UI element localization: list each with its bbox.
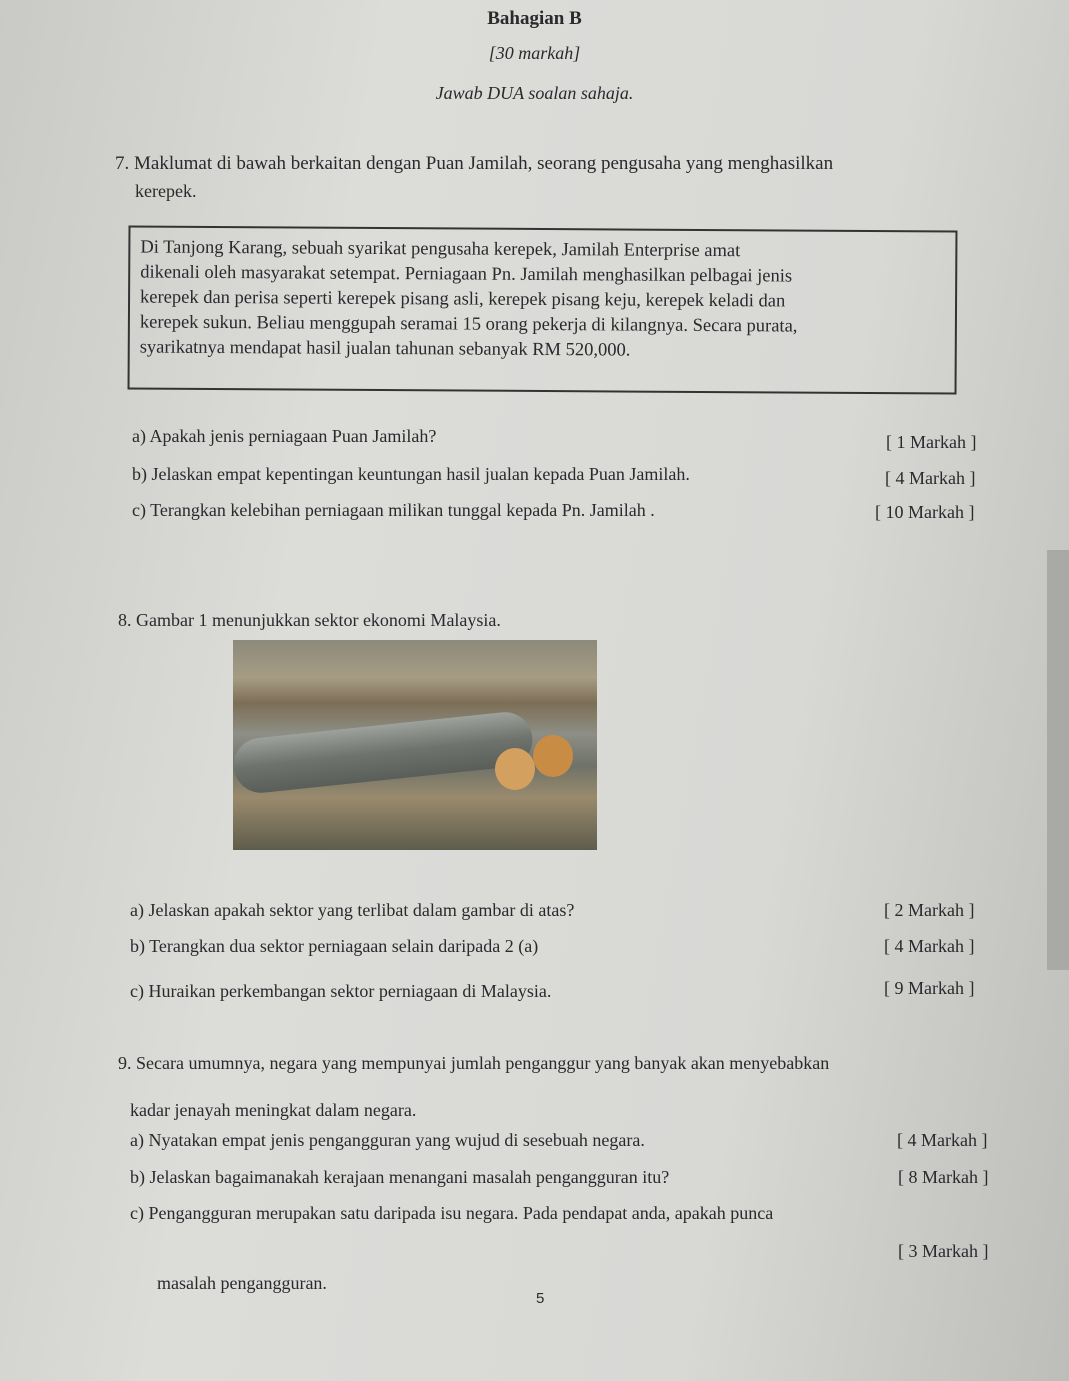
q8c-text: c) Huraikan perkembangan sektor perniagaan di Malaysia. (130, 981, 552, 1001)
q7-stem-line2: kerepek. (135, 181, 197, 201)
q8a-marks: [ 2 Markah ] (884, 900, 975, 920)
q8c-marks: [ 9 Markah ] (884, 978, 975, 998)
q8b-text: b) Terangkan dua sektor perniagaan selain daripada 2 (a) (130, 936, 539, 956)
passage-line: Di Tanjong Karang, sebuah syarikat pengusaha kerepek, Jamilah Enterprise amat (140, 237, 741, 262)
q9-stem-line1: 9. Secara umumnya, negara yang mempunyai jumlah penganggur yang banyak akan menyebabkan (118, 1053, 830, 1073)
logging-photo (233, 640, 597, 850)
q9c-text: c) Pengangguran merupakan satu daripada isu negara. Pada pendapat anda, apakah punca (130, 1203, 774, 1223)
instruction: Jawab DUA soalan sahaja. (435, 83, 634, 103)
passage-line: kerepek sukun. Beliau menggupah seramai 15 orang pekerja di kilangnya. Secara purata, (139, 312, 798, 337)
q9a-text: a) Nyatakan empat jenis pengangguran yang wujud di sesebuah negara. (130, 1130, 645, 1150)
q7a-text: a) Apakah jenis perniagaan Puan Jamilah? (132, 426, 437, 446)
q8a-text: a) Jelaskan apakah sektor yang terlibat dalam gambar di atas? (130, 900, 575, 920)
q9c-marks: [ 3 Markah ] (898, 1241, 989, 1261)
q7a-marks: [ 1 Markah ] (886, 432, 977, 452)
log (231, 709, 535, 795)
log-end (495, 748, 535, 790)
q9a-marks: [ 4 Markah ] (897, 1130, 988, 1150)
q7b-text: b) Jelaskan empat kepentingan keuntungan hasil jualan kepada Puan Jamilah. (132, 464, 690, 484)
passage-line: syarikatnya mendapat hasil jualan tahunan sebanyak RM 520,000. (139, 337, 631, 361)
q7c-marks: [ 10 Markah ] (875, 502, 975, 522)
section-title: Bahagian B (487, 8, 582, 29)
log-end (533, 735, 573, 777)
page-edge-shadow (1047, 550, 1069, 970)
total-marks: [30 markah] (488, 43, 581, 63)
page-number: 5 (536, 1290, 545, 1307)
q8b-marks: [ 4 Markah ] (884, 936, 975, 956)
q7c-text: c) Terangkan kelebihan perniagaan milikan tunggal kepada Pn. Jamilah . (132, 500, 655, 520)
passage-line: dikenali oleh masyarakat setempat. Perniagaan Pn. Jamilah menghasilkan pelbagai jenis (140, 262, 793, 287)
q9c-continuation: masalah pengangguran. (157, 1273, 327, 1293)
q7b-marks: [ 4 Markah ] (885, 468, 976, 488)
q9b-text: b) Jelaskan bagaimanakah kerajaan menangani masalah pengangguran itu? (130, 1167, 670, 1187)
q9-stem-line2: kadar jenayah meningkat dalam negara. (130, 1100, 417, 1120)
q7-stem-line1: 7. Maklumat di bawah berkaitan dengan Puan Jamilah, seorang pengusaha yang menghasilkan (115, 153, 834, 174)
q8-stem: 8. Gambar 1 menunjukkan sektor ekonomi Malaysia. (118, 610, 501, 630)
q7-passage-box (128, 225, 958, 394)
q9b-marks: [ 8 Markah ] (898, 1167, 989, 1187)
passage-line: kerepek dan perisa seperti kerepek pisang asli, kerepek pisang keju, kerepek keladi dan (140, 287, 786, 312)
